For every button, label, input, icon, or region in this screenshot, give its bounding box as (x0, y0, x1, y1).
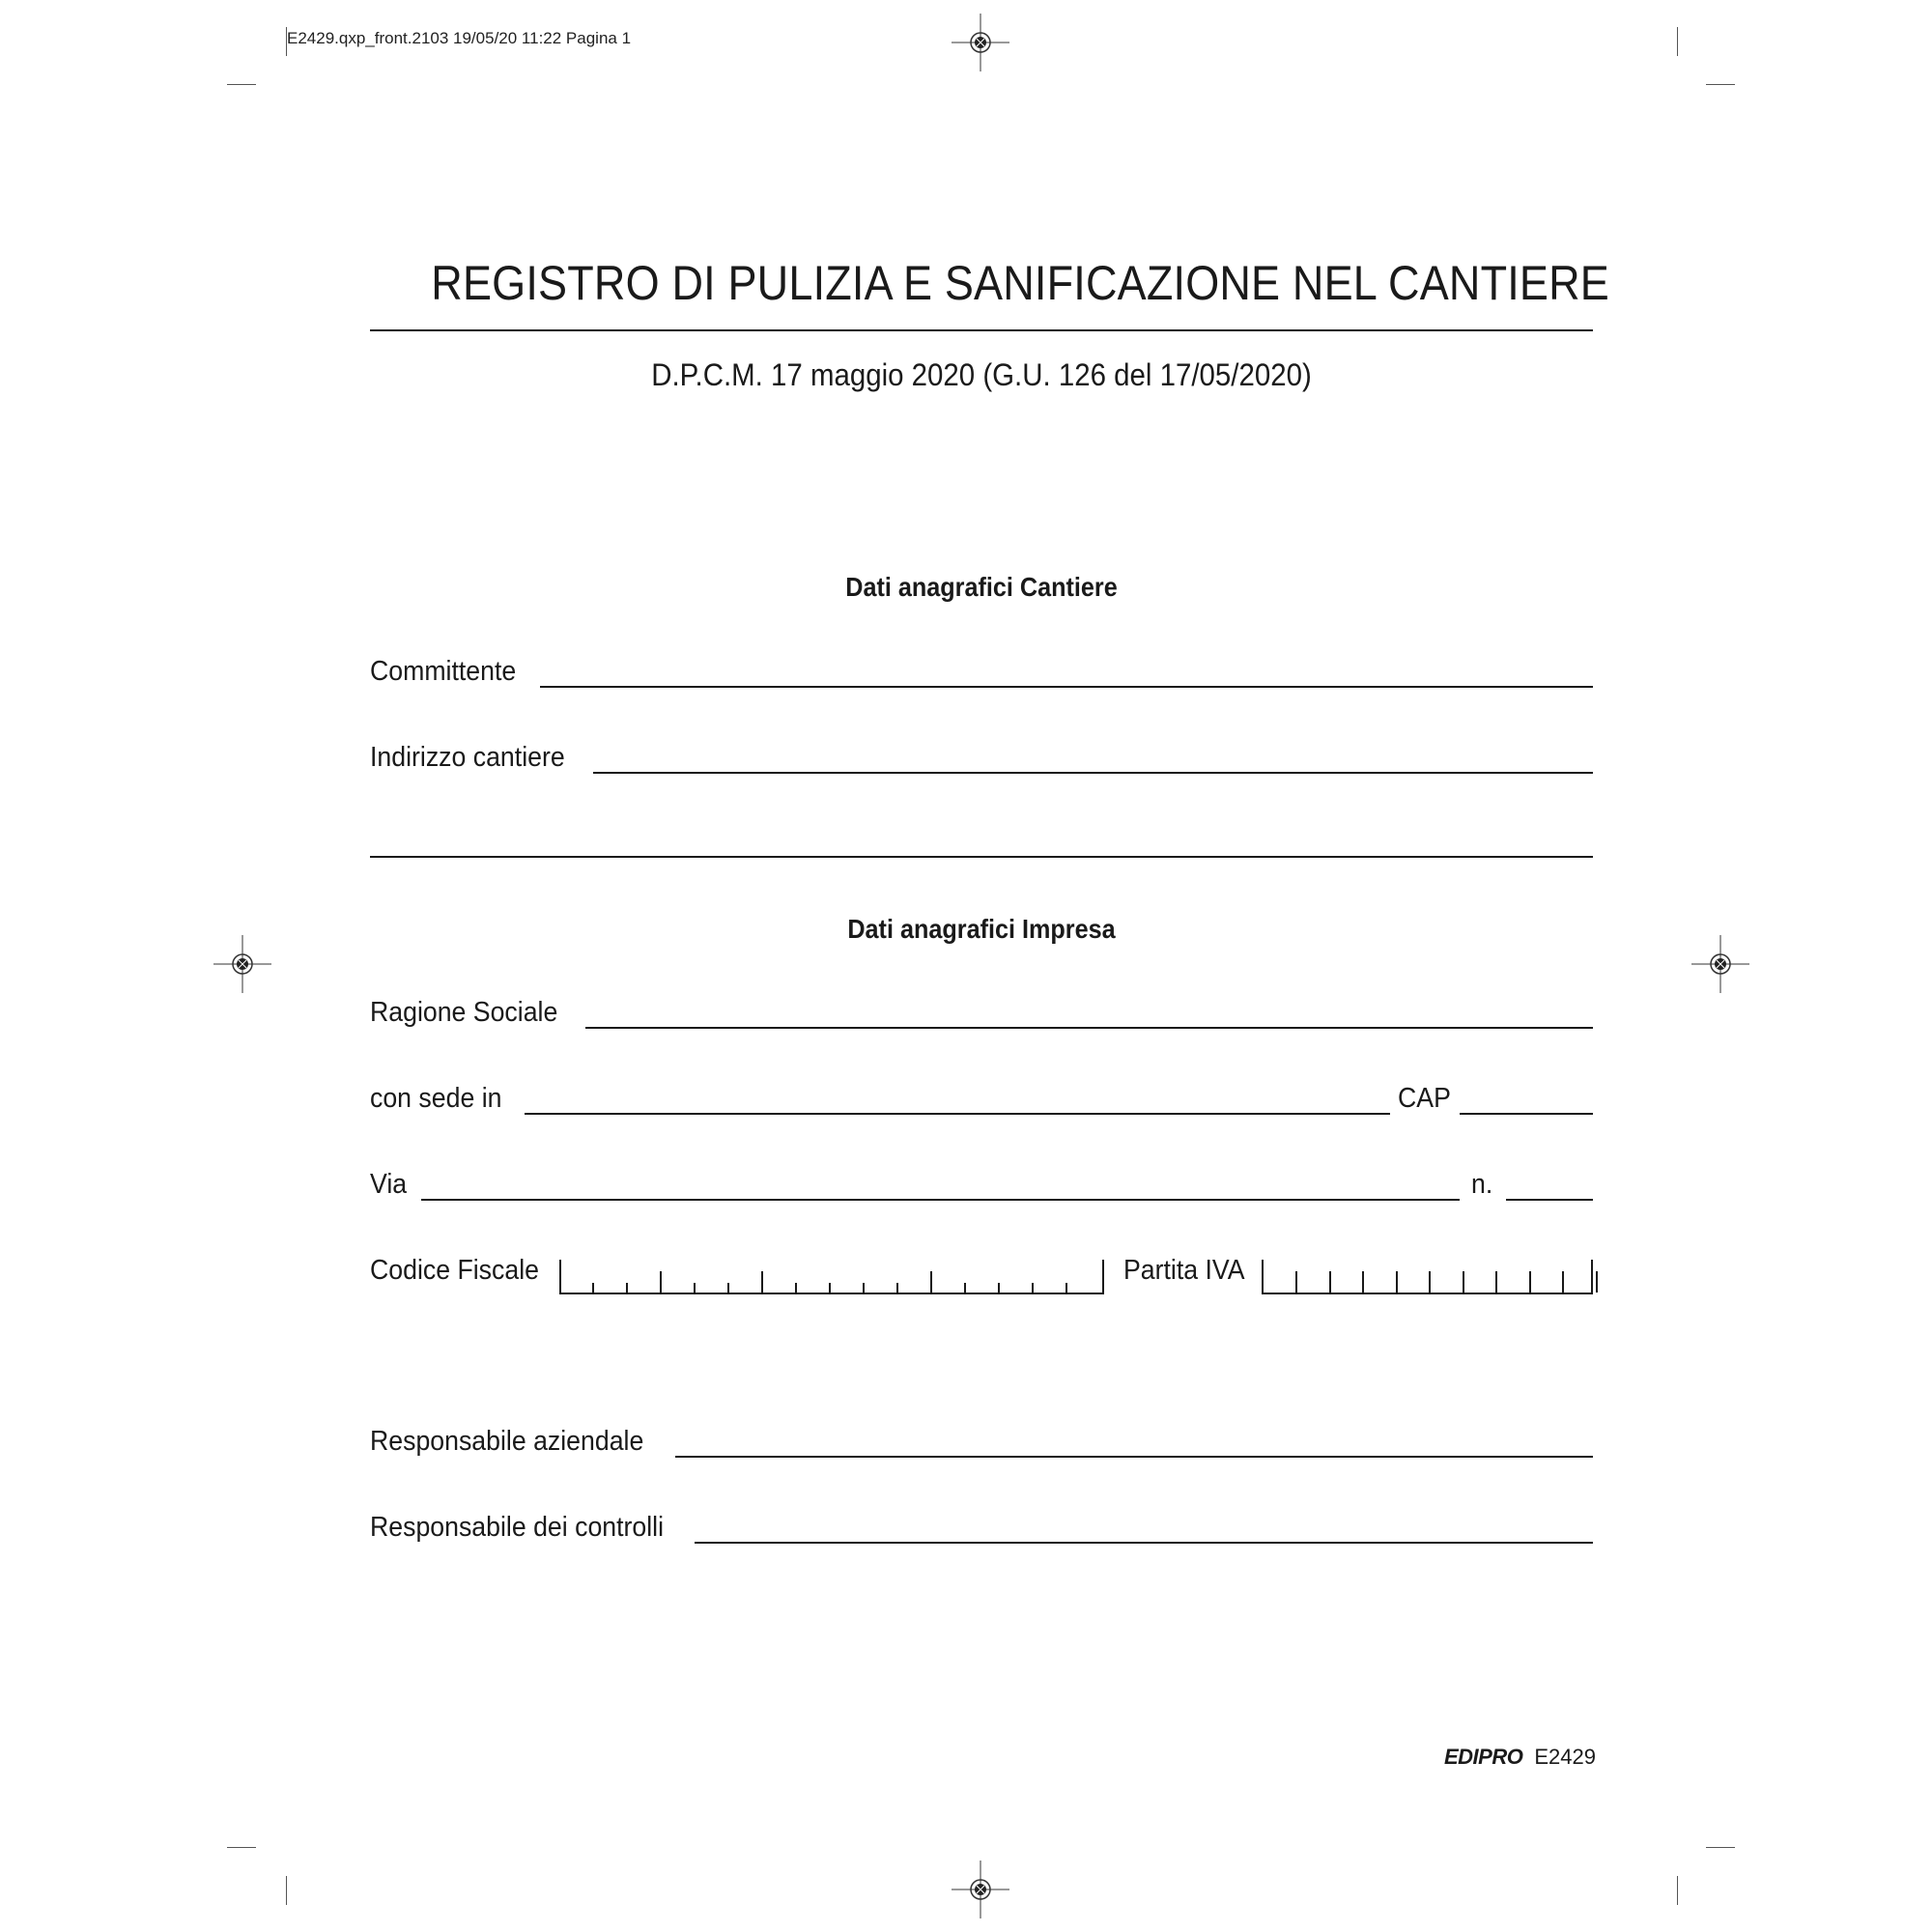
publisher-logo: EDIPRO (1444, 1745, 1523, 1769)
box-divider (1596, 1271, 1598, 1293)
crop-mark (286, 1876, 287, 1905)
ragione-sociale-label: Ragione Sociale (370, 997, 558, 1028)
field-committente (370, 645, 1593, 688)
box-divider (761, 1271, 763, 1293)
box-divider (1529, 1271, 1531, 1293)
indirizzo-cantiere-input[interactable] (593, 743, 1593, 774)
sede-label: con sede in (370, 1083, 502, 1114)
publisher-brand (1444, 1745, 1596, 1770)
indirizzo-cantiere-continuation-input[interactable] (370, 856, 1593, 858)
box-divider (1562, 1271, 1564, 1293)
field-ragione-sociale (370, 986, 1593, 1029)
box-divider (930, 1271, 932, 1293)
via-input[interactable] (421, 1170, 1459, 1201)
crop-mark (1677, 1876, 1678, 1905)
box-divider (1329, 1271, 1331, 1293)
page-title: REGISTRO DI PULIZIA E SANIFICAZIONE NEL CANTIERE (431, 256, 1609, 310)
responsabile-controlli-input[interactable] (695, 1513, 1593, 1544)
box-divider (998, 1283, 1000, 1293)
responsabile-aziendale-label: Responsabile aziendale (370, 1426, 644, 1457)
box-divider (1032, 1283, 1034, 1293)
box-divider (1495, 1271, 1497, 1293)
box-divider (626, 1283, 628, 1293)
crop-mark (1706, 84, 1735, 85)
codice-fiscale-input[interactable] (559, 1260, 1104, 1294)
field-via (370, 1158, 1593, 1201)
title-divider (370, 329, 1593, 331)
crop-mark (286, 27, 287, 56)
sede-input[interactable] (525, 1084, 1390, 1115)
field-codice-fiscale-partita-iva (370, 1244, 1593, 1287)
box-divider (694, 1283, 696, 1293)
responsabile-controlli-label: Responsabile dei controlli (370, 1512, 665, 1543)
crop-mark (227, 1847, 256, 1848)
numero-input[interactable] (1506, 1170, 1593, 1201)
cap-input[interactable] (1460, 1084, 1593, 1115)
box-divider (1396, 1271, 1398, 1293)
product-code: E2429 (1534, 1745, 1596, 1769)
registration-mark-icon (1691, 935, 1749, 993)
box-divider (727, 1283, 729, 1293)
codice-fiscale-label: Codice Fiscale (370, 1255, 539, 1286)
ragione-sociale-input[interactable] (585, 998, 1593, 1029)
box-divider (660, 1271, 662, 1293)
registration-mark-icon (213, 935, 271, 993)
field-responsabile-aziendale (370, 1415, 1593, 1458)
box-divider (795, 1283, 797, 1293)
field-responsabile-controlli (370, 1501, 1593, 1544)
crop-mark (227, 84, 256, 85)
crop-mark (1706, 1847, 1735, 1848)
box-divider (1065, 1283, 1067, 1293)
box-divider (964, 1283, 966, 1293)
crop-mark (1677, 27, 1678, 56)
box-divider (1429, 1271, 1431, 1293)
registration-mark-icon (952, 1861, 1009, 1918)
numero-label: n. (1470, 1169, 1493, 1200)
print-slug: E2429.qxp_front.2103 19/05/20 11:22 Pagina 1 (287, 29, 632, 47)
box-divider (829, 1283, 831, 1293)
page-subtitle: D.P.C.M. 17 maggio 2020 (G.U. 126 del 17/05/2020) (651, 357, 1312, 392)
registration-mark-icon (952, 14, 1009, 71)
box-divider (863, 1283, 865, 1293)
indirizzo-cantiere-label: Indirizzo cantiere (370, 742, 565, 773)
via-label: Via (370, 1169, 408, 1200)
section-heading-impresa: Dati anagrafici Impresa (847, 914, 1116, 944)
partita-iva-label: Partita IVA (1123, 1255, 1245, 1286)
box-divider (592, 1283, 594, 1293)
box-divider (1295, 1271, 1297, 1293)
responsabile-aziendale-input[interactable] (675, 1427, 1593, 1458)
cap-label: CAP (1398, 1083, 1452, 1114)
box-divider (1362, 1271, 1364, 1293)
section-heading-cantiere: Dati anagrafici Cantiere (845, 572, 1118, 602)
box-divider (1463, 1271, 1464, 1293)
box-divider (896, 1283, 898, 1293)
partita-iva-input[interactable] (1262, 1260, 1593, 1294)
committente-input[interactable] (540, 657, 1593, 688)
field-indirizzo-cantiere (370, 731, 1593, 774)
committente-label: Committente (370, 656, 517, 687)
field-sede (370, 1072, 1593, 1115)
